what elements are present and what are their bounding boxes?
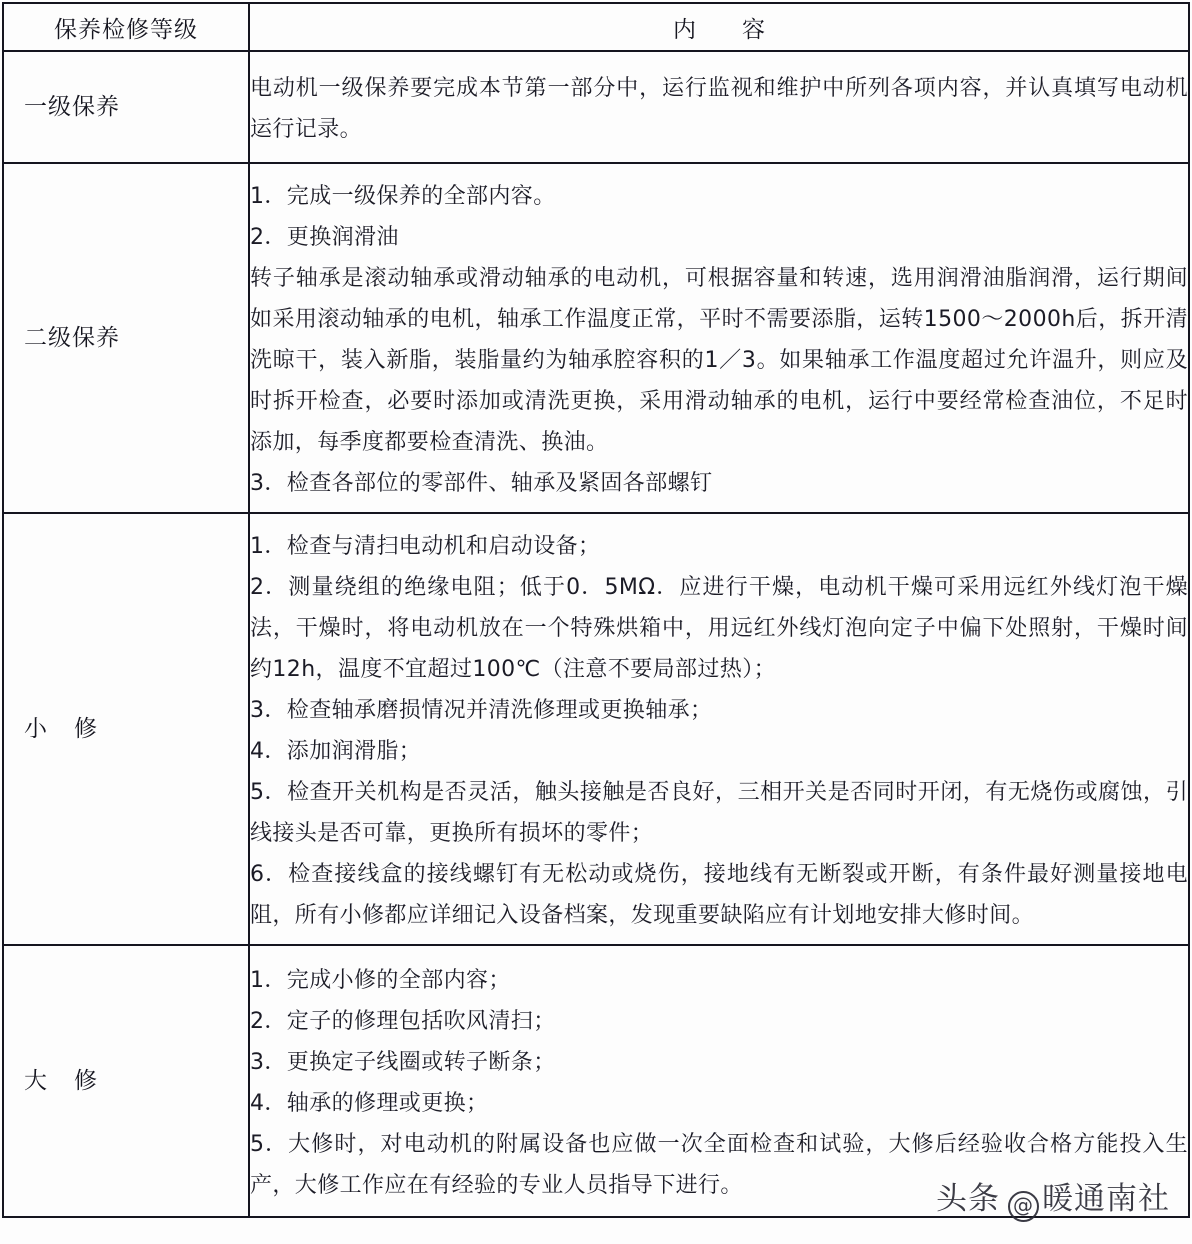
at-sign-icon: @ [1008,1191,1039,1222]
table-row [3,513,1189,945]
content-paragraph: 3．检查各部位的零部件、轴承及紧固各部螺钉 [250,471,713,496]
document-page [0,2,1192,1244]
table-row [3,51,1189,163]
header-cell-level [3,3,249,51]
content-paragraph: 2．更换润滑油 [250,225,399,250]
content-paragraph: 4．轴承的修理或更换； [250,1091,489,1116]
content-paragraph: 6．检查接线盒的接线螺钉有无松动或烧伤，接地线有无断裂或开断，有条件最好测量接地电阻，所有小修都应详细记入设备档案，发现重要缺陷应有计划地安排大修时间。 [250,862,1188,928]
maintenance-levels-table [2,2,1190,1218]
level-label: 一级保养 [24,93,120,120]
content-paragraph: 2．定子的修理包括吹风清扫； [250,1009,556,1034]
content-cell-major-repair [249,945,1189,1217]
header-label-level: 保养检修等级 [54,16,198,43]
header-row [3,3,1189,51]
content-cell-secondary-maintenance [249,163,1189,513]
level-label: 小 修 [24,715,99,742]
table-row [3,163,1189,513]
header-cell-content [249,3,1189,51]
table-header [3,3,1189,51]
content-paragraph: 2．测量绕组的绝缘电阻；低于0．5MΩ．应进行干燥，电动机干燥可采用远红外线灯泡干燥法，干燥时，将电动机放在一个特殊烘箱中，用远红外线灯泡向定子中偏下处照射，干燥时间约12h，温度不宜超过100℃（注意不要局部过热）； [250,575,1188,682]
content-paragraph: 1．完成小修的全部内容； [250,968,511,993]
content-paragraph: 4．添加润滑脂； [250,739,422,764]
level-label: 大 修 [24,1067,99,1094]
table-body [3,51,1189,1217]
header-label-content: 内 容 [673,16,765,43]
content-paragraph: 1．完成一级保养的全部内容。 [250,184,556,209]
level-cell-secondary-maintenance [3,163,249,513]
level-cell-minor-repair [3,513,249,945]
content-paragraph: 5．大修时，对电动机的附属设备也应做一次全面检查和试验，大修后经验收合格方能投入生产，大修工作应在有经验的专业人员指导下进行。 [250,1132,1188,1198]
content-paragraph: 3．更换定子线圈或转子断条； [250,1050,556,1075]
watermark-platform: 头条 [936,1181,1000,1217]
content-cell-primary-maintenance [249,51,1189,163]
content-cell-minor-repair [249,513,1189,945]
content-paragraph: 电动机一级保养要完成本节第一部分中，运行监视和维护中所列各项内容，并认真填写电动机运行记录。 [250,76,1188,142]
level-label: 二级保养 [24,324,120,351]
content-paragraph: 1．检查与清扫电动机和启动设备； [250,534,601,559]
watermark-account: 暖通南社 [1042,1181,1170,1217]
content-paragraph: 3．检查轴承磨损情况并清洗修理或更换轴承； [250,698,713,723]
content-paragraph: 转子轴承是滚动轴承或滑动轴承的电动机，可根据容量和转速，选用润滑油脂润滑，运行期间如采用滚动轴承的电机，轴承工作温度正常，平时不需要添脂，运转1500～2000h后，拆开清洗晾干，装入新脂，装脂量约为轴承腔容积的1／3。如果轴承工作温度超过允许温升，则应及时拆开检查，必要时添加或清洗更换，采用滑动轴承的电机，运行中要经常检查油位，不足时添加，每季度都要检查清洗、换油。 [250,266,1188,455]
level-cell-major-repair [3,945,249,1217]
content-paragraph: 5．检查开关机构是否灵活，触头接触是否良好，三相开关是否同时开闭，有无烧伤或腐蚀，引线接头是否可靠，更换所有损坏的零件； [250,780,1188,846]
level-cell-primary-maintenance [3,51,249,163]
table-row [3,945,1189,1217]
